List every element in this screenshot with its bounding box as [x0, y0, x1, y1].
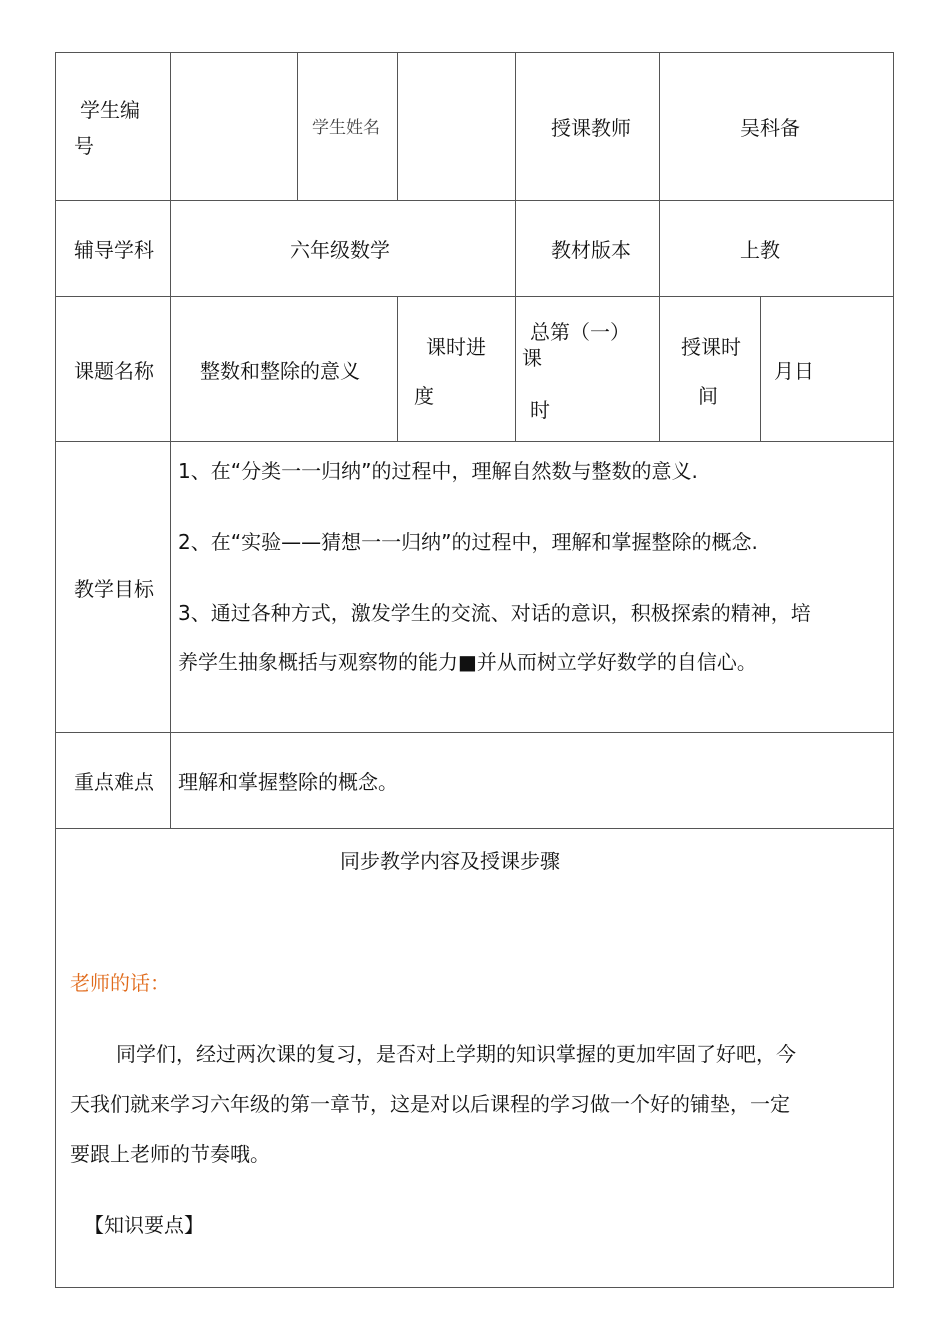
- subject-label: 辅导学科: [74, 238, 154, 262]
- goal-item: 3、通过各种方式，激发学生的交流、对话的意识，积极探索的精神，培: [178, 601, 811, 625]
- col-divider: [760, 296, 761, 441]
- row-divider: [55, 200, 894, 201]
- student-id-label: 号: [74, 134, 94, 158]
- knowledge-heading: 【知识要点】: [84, 1213, 204, 1237]
- student-id-label: 学生编: [80, 98, 140, 122]
- col-divider: [397, 296, 398, 441]
- row-divider: [55, 828, 894, 829]
- student-name-label: 学生姓名: [312, 118, 380, 138]
- row-divider: [55, 296, 894, 297]
- col-divider: [170, 52, 171, 828]
- topic-value: 整数和整除的意义: [200, 359, 360, 383]
- key-points-value: 理解和掌握整除的概念。: [178, 770, 398, 794]
- student-name-field[interactable]: [399, 54, 514, 199]
- subject-value: 六年级数学: [290, 238, 390, 262]
- key-points-label: 重点难点: [74, 770, 154, 794]
- topic-label: 课题名称: [74, 359, 154, 383]
- textbook-label: 教材版本: [551, 238, 631, 262]
- content-title: 同步教学内容及授课步骤: [340, 849, 560, 873]
- time-label: 间: [698, 384, 718, 408]
- progress-value: 总第（一）: [530, 320, 630, 344]
- progress-label: 课时进: [426, 335, 486, 359]
- col-divider: [397, 52, 398, 200]
- progress-label: 度: [414, 384, 434, 408]
- teacher-words-label: 老师的话：: [70, 971, 170, 995]
- col-divider: [659, 52, 660, 441]
- goal-item: 2、在“实验——猜想一一归纳”的过程中，理解和掌握整除的概念.: [178, 530, 758, 554]
- paragraph-line: 天我们就来学习六年级的第一章节，这是对以后课程的学习做一个好的铺垫，一定: [70, 1092, 790, 1116]
- student-id-field[interactable]: [172, 54, 296, 199]
- paragraph-line: 要跟上老师的节奏哦。: [70, 1142, 270, 1166]
- teacher-label: 授课教师: [551, 116, 631, 140]
- col-divider: [297, 52, 298, 200]
- row-divider: [55, 732, 894, 733]
- textbook-value: 上教: [740, 238, 780, 262]
- goal-item: 1、在“分类一一归纳”的过程中，理解自然数与整数的意义.: [178, 459, 698, 483]
- teacher-value: 吴科备: [740, 116, 800, 140]
- row-divider: [55, 441, 894, 442]
- col-divider: [515, 52, 516, 441]
- paragraph-line: 同学们，经过两次课的复习，是否对上学期的知识掌握的更加牢固了好吧，今: [116, 1042, 796, 1066]
- progress-value: 时: [530, 398, 550, 422]
- goal-item: 养学生抽象概括与观察物的能力■并从而树立学好数学的自信心。: [178, 650, 757, 674]
- time-value: 月日: [774, 359, 814, 383]
- goals-label: 教学目标: [74, 577, 154, 601]
- time-label: 授课时: [681, 335, 741, 359]
- progress-value: 课: [522, 346, 542, 370]
